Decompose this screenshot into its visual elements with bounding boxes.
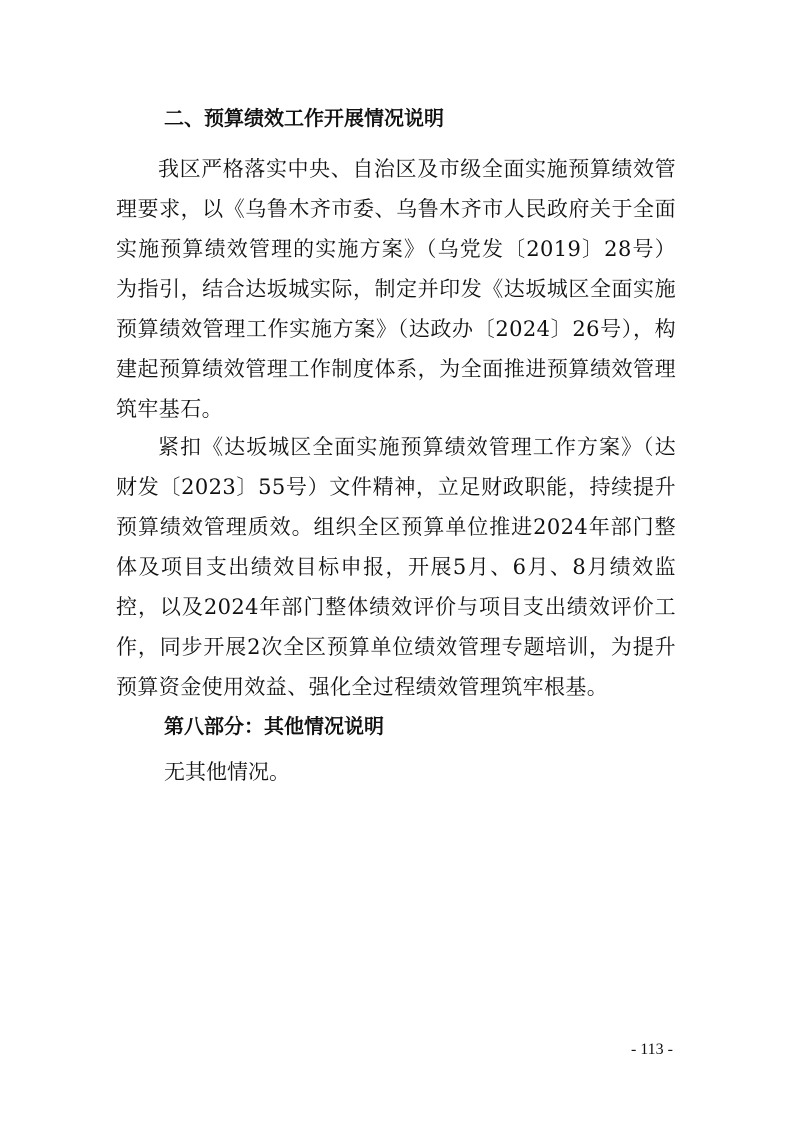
- paragraph-budget-performance-work: 紧扣《达坂城区全面实施预算绩效管理工作方案》（达财发〔2023〕55号）文件精神，立足财政职能，持续提升预算绩效管理质效。组织全区预算单位推进2024年部门整体及项目支出绩效目标申报，开展5月、6月、8月绩效监控，以及2024年部门整体绩效评价与项目支出绩效评价工作，同步开展2次全区预算单位绩效管理专题培训，为提升预算资金使用效益、强化全过程绩效管理筑牢根基。: [116, 435, 676, 699]
- page-number: - 113 -: [630, 1041, 673, 1058]
- section-heading-other-notes: 第八部分：其他情况说明: [164, 714, 384, 738]
- paragraph-budget-performance-policy: 我区严格落实中央、自治区及市级全面实施预算绩效管理要求，以《乌鲁木齐市委、乌鲁木齐市人民政府关于全面实施预算绩效管理的实施方案》（乌党发〔2019〕28号）为指引，结合达坂城实际，制定并印发《达坂城区全面实施预算绩效管理工作实施方案》（达政办〔2024〕26号），构建起预算绩效管理工作制度体系，为全面推进预算绩效管理筑牢基石。: [116, 157, 676, 421]
- other-notes-text: 无其他情况。: [164, 760, 290, 784]
- section-heading-budget-performance: 二、预算绩效工作开展情况说明: [164, 106, 444, 130]
